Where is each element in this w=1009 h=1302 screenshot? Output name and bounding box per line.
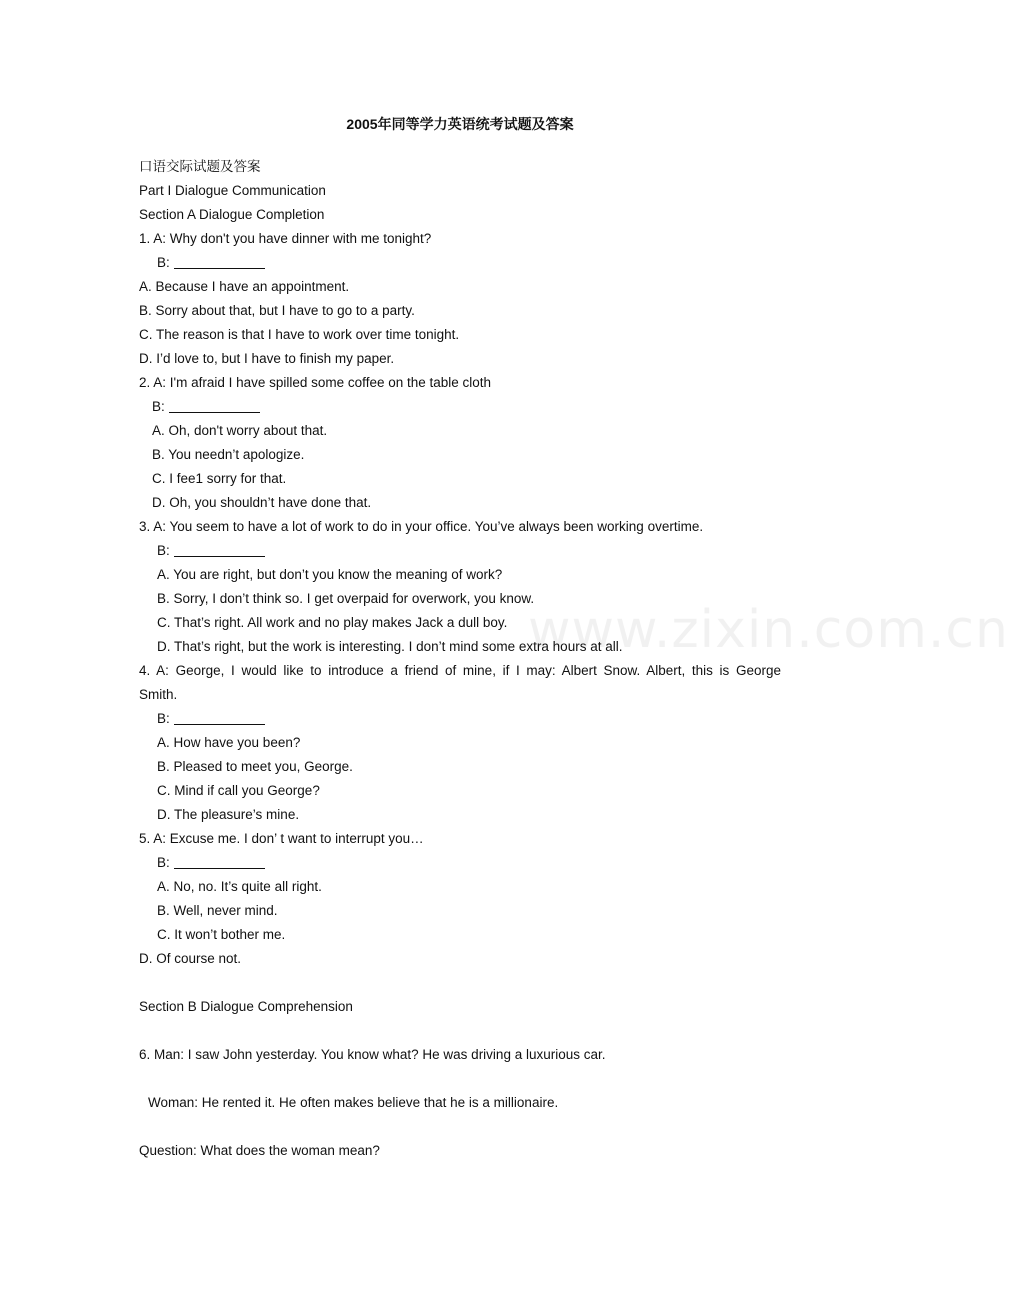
option: D. Oh, you shouldn’t have done that. (152, 495, 372, 510)
answer-blank-5: B: (157, 853, 265, 873)
question-6-man: 6. Man: I saw John yesterday. You know what? He was driving a luxurious car. (139, 1047, 606, 1062)
option: D. Of course not. (139, 951, 242, 966)
option: A. Oh, don't worry about that. (152, 423, 328, 438)
answer-blank-2: B: (152, 397, 260, 417)
answer-blank-4: B: (157, 709, 265, 729)
section-b-heading: Section B Dialogue Comprehension (139, 999, 353, 1014)
question-5: 5. A: Excuse me. I don’ t want to interrupt you… (139, 831, 424, 846)
option: B. Pleased to meet you, George. (157, 759, 353, 774)
answer-blank-1: B: (157, 253, 265, 273)
watermark: www.zixin.com.cn (528, 600, 1009, 660)
question-1: 1. A: Why don't you have dinner with me tonight? (139, 231, 432, 246)
option: C. It won’t bother me. (157, 927, 286, 942)
option: A. How have you been? (157, 735, 301, 750)
document-title: 2005年同等学力英语统考试题及答案 (346, 116, 574, 132)
question-4-continued: Smith. (139, 687, 178, 702)
section-heading: 口语交际试题及答案 (139, 159, 261, 174)
option: C. I fee1 sorry for that. (152, 471, 287, 486)
section-a-heading: Section A Dialogue Completion (139, 207, 325, 222)
option: B. Sorry about that, but I have to go to a party. (139, 303, 415, 318)
question-2: 2. A: I'm afraid I have spilled some coffee on the table cloth (139, 375, 492, 390)
option: B. You needn’t apologize. (152, 447, 305, 462)
question-3: 3. A: You seem to have a lot of work to do in your office. You’ve always been working overtime. (139, 519, 704, 534)
question-6-woman: Woman: He rented it. He often makes believe that he is a millionaire. (148, 1095, 559, 1110)
option: A. You are right, but don’t you know the meaning of work? (157, 567, 503, 582)
question-4: 4. A: George, I would like to introduce a friend of mine, if I may: Albert Snow. Albert, this is George (139, 663, 781, 678)
option: D. That’s right, but the work is interesting. I don’t mind some extra hours at all. (157, 639, 623, 654)
option: B. Sorry, I don’t think so. I get overpaid for overwork, you know. (157, 591, 535, 606)
option: C. That’s right. All work and no play makes Jack a dull boy. (157, 615, 508, 630)
option: A. No, no. It’s quite all right. (157, 879, 322, 894)
option: C. The reason is that I have to work over time tonight. (139, 327, 460, 342)
option: D. The pleasure’s mine. (157, 807, 300, 822)
part-heading: Part I Dialogue Communication (139, 183, 326, 198)
option: B. Well, never mind. (157, 903, 278, 918)
option: A. Because I have an appointment. (139, 279, 350, 294)
option: C. Mind if call you George? (157, 783, 320, 798)
answer-blank-3: B: (157, 541, 265, 561)
option: D. I’d love to, but I have to finish my paper. (139, 351, 395, 366)
question-6-question: Question: What does the woman mean? (139, 1143, 380, 1158)
